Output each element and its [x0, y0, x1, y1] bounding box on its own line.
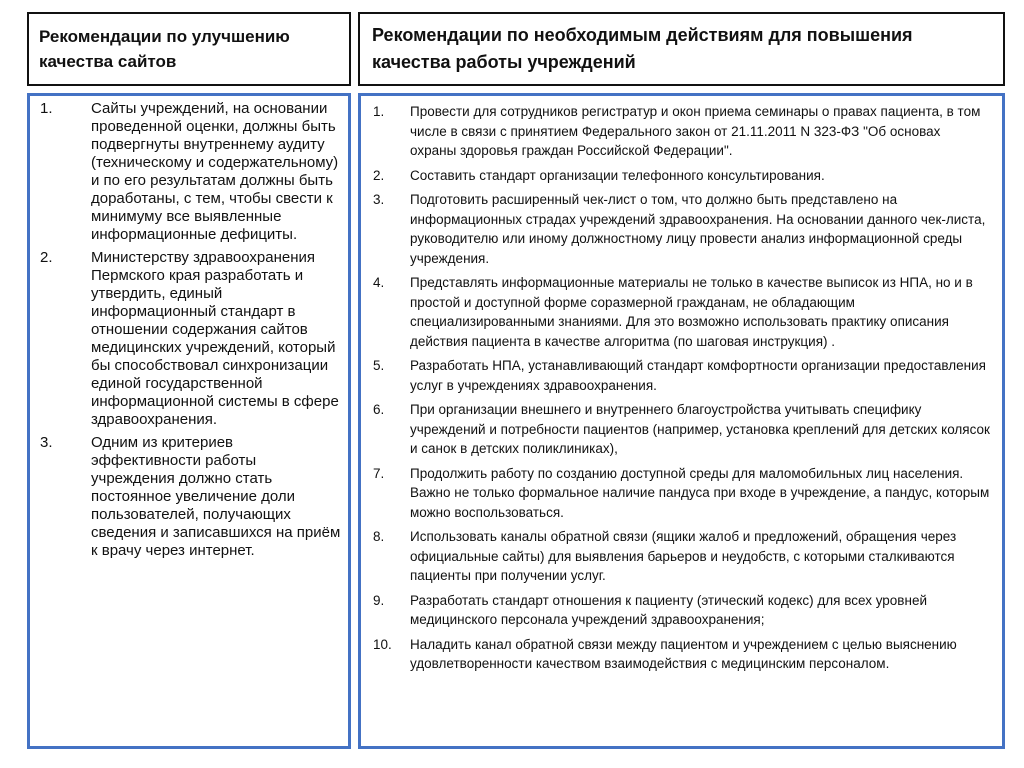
list-item	[373, 356, 990, 395]
list-item	[40, 249, 344, 429]
item-text: Представлять информационные материалы не только в качестве выписок из НПА, но и в простой и доступной форме соразмерной гражданам, не обладающим специализированными знаниями. Для это возможно использовать практику описания действия пациента в качестве алгоритма (по шаговая инструкция) .	[410, 275, 973, 349]
item-text: Разработать стандарт отношения к пациенту (этический кодекс) для всех уровней медицинского персонала учреждений здравоохранения;	[410, 592, 927, 627]
item-text: Продолжить работу по созданию доступной среды для маломобильных лиц населения. Важно не только формальное наличие пандуса при входе в учреждение, а пандус, которым можно воспользоваться.	[410, 465, 990, 520]
item-number: 6.	[373, 402, 385, 417]
item-text: Одним из критериев эффективности работы учреждения должно стать постоянное увеличение доли пользователей, получающих сведения и записавшихся на приём к врачу через интернет.	[91, 434, 341, 559]
item-text: Наладить канал обратной связи между пациентом и учреждением с целью выяснению удовлетворенности качеством взаимодействия с медицинским персоналом.	[410, 636, 957, 671]
list-item	[373, 166, 990, 186]
item-number: 1.	[373, 104, 385, 119]
list-item	[40, 100, 344, 244]
item-number: 4.	[373, 275, 385, 290]
item-text: Использовать каналы обратной связи (ящики жалоб и предложений, обращения через официальные сайты) для выявления барьеров и неудобств, с которыми сталкиваются пациенты при получении услуг.	[410, 529, 957, 583]
item-number: 1.	[40, 100, 53, 117]
list-item	[373, 464, 990, 523]
item-number: 9.	[373, 592, 385, 608]
item-number: 2.	[40, 249, 53, 266]
left-recommendations-list	[27, 93, 351, 749]
item-number: 2.	[373, 167, 385, 183]
item-number: 8.	[373, 529, 385, 544]
right-title-text: Рекомендации по необходимым действиям для повышения качества работы учреждений	[372, 25, 913, 72]
left-title-text: Рекомендации по улучшению качества сайтов	[39, 27, 290, 71]
item-number: 7.	[373, 465, 385, 481]
item-text: Составить стандарт организации телефонного консультирования.	[410, 167, 825, 183]
item-text: Подготовить расширенный чек-лист о том, что должно быть представлено на информационных страдах учреждений здравоохранения. На основании данного чек-листа, руководителю или иному должностному лицу провести анализ информационной среды учреждения.	[410, 192, 986, 266]
item-text: При организации внешнего и внутреннего благоустройства учитывать специфику учреждений и потребности пациентов (например, установка креплений для детских колясок и санок в детских поликлиниках),	[410, 402, 990, 456]
list-item	[373, 400, 990, 459]
item-text: Министерству здравоохранения Пермского края разработать и утвердить, единый информационный стандарт в отношении содержания сайтов медицинских учреждений, который бы способствовал синхронизации единой государственной информационной системы в сфере здравоохранения.	[91, 249, 339, 428]
right-column-title	[358, 12, 1005, 86]
item-number: 10.	[373, 636, 392, 652]
left-column-title	[27, 12, 351, 86]
list-item	[373, 591, 990, 630]
item-number: 5.	[373, 358, 385, 373]
list-item	[373, 102, 990, 161]
item-number: 3.	[373, 192, 385, 207]
item-number: 3.	[40, 434, 53, 451]
list-item	[373, 527, 990, 586]
list-item	[373, 190, 990, 268]
list-item	[373, 635, 990, 674]
list-item	[373, 273, 990, 351]
item-text: Сайты учреждений, на основании проведенной оценки, должны быть подвергнуты внутреннему аудиту (техническому и содержательному) и по его результатам должны быть доработаны, с тем, чтобы свести к минимуму все выявленные информационные дефициты.	[91, 100, 339, 243]
list-item	[40, 434, 344, 560]
item-text: Провести для сотрудников регистратур и окон приема семинары о правах пациента, в том числе в связи с принятием Федерального закон от 21.11.2011 N 323-ФЗ "Об основах охраны здоровья граждан Российской Федерации".	[410, 104, 981, 158]
right-recommendations-list	[358, 93, 1005, 749]
item-text: Разработать НПА, устанавливающий стандарт комфортности организации предоставления услуг в учреждениях здравоохранения.	[410, 358, 986, 393]
